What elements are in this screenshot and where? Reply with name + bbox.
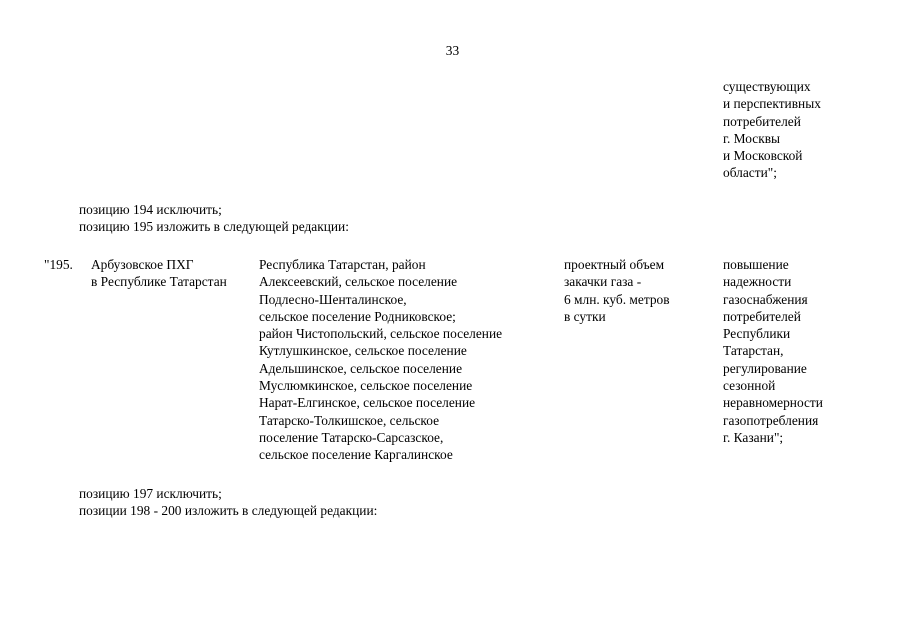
- page-number: 33: [445, 43, 460, 58]
- text-line: сельское поселение Родниковское;: [259, 308, 456, 324]
- facility-purpose: [723, 256, 823, 446]
- text-line: Муслюмкинское, сельское поселение: [259, 378, 473, 394]
- row-number-text: "195.: [44, 257, 73, 272]
- text-line: газопотребления: [723, 412, 819, 428]
- text-line: Подлесно-Шенталинское,: [259, 291, 407, 307]
- text-line: 6 млн. куб. метров: [564, 291, 670, 307]
- instruction-line: позиции 198 - 200 изложить в следующей редакции:: [79, 503, 378, 519]
- previous-row-purpose-tail: [723, 78, 821, 182]
- text-line: области";: [723, 165, 777, 181]
- text-line: газоснабжения: [723, 291, 808, 307]
- facility-location: [259, 256, 502, 464]
- text-line: сельское поселение Каргалинское: [259, 447, 453, 463]
- text-line: г. Москвы: [723, 130, 781, 146]
- instruction-line: позицию 197 исключить;: [79, 486, 222, 501]
- text-line: существующих: [723, 79, 811, 94]
- text-line: и перспективных: [723, 96, 821, 112]
- text-line: и Московской: [723, 148, 803, 164]
- text-line: в Республике Татарстан: [91, 274, 227, 290]
- text-line: Кутлушкинское, сельское поселение: [259, 343, 467, 359]
- text-line: Нарат-Елгинское, сельское поселение: [259, 395, 476, 411]
- instructions-bottom: [79, 485, 377, 520]
- text-line: Республики: [723, 326, 791, 342]
- text-line: в сутки: [564, 308, 606, 324]
- text-line: неравномерности: [723, 395, 823, 411]
- text-line: сезонной: [723, 378, 776, 394]
- text-line: г. Казани";: [723, 429, 784, 445]
- text-line: Арбузовское ПХГ: [91, 257, 194, 272]
- instructions-top: [79, 201, 349, 236]
- text-line: Адельшинское, сельское поселение: [259, 360, 463, 376]
- text-line: поселение Татарско-Сарсазское,: [259, 429, 444, 445]
- facility-name: [91, 256, 227, 291]
- text-line: проектный объем: [564, 257, 665, 272]
- text-line: надежности: [723, 274, 792, 290]
- instruction-line: позицию 195 изложить в следующей редакции:: [79, 219, 349, 235]
- text-line: Алексеевский, сельское поселение: [259, 274, 458, 290]
- text-line: Татарско-Толкишское, сельское: [259, 412, 440, 428]
- text-line: потребителей: [723, 113, 801, 129]
- text-line: потребителей: [723, 308, 801, 324]
- row-number: [44, 256, 73, 273]
- text-line: район Чистопольский, сельское поселение: [259, 326, 503, 342]
- text-line: регулирование: [723, 360, 807, 376]
- facility-parameters: [564, 256, 670, 325]
- text-line: закачки газа -: [564, 274, 642, 290]
- text-line: повышение: [723, 257, 789, 272]
- instruction-line: позицию 194 исключить;: [79, 202, 222, 217]
- text-line: Татарстан,: [723, 343, 784, 359]
- text-line: Республика Татарстан, район: [259, 257, 426, 272]
